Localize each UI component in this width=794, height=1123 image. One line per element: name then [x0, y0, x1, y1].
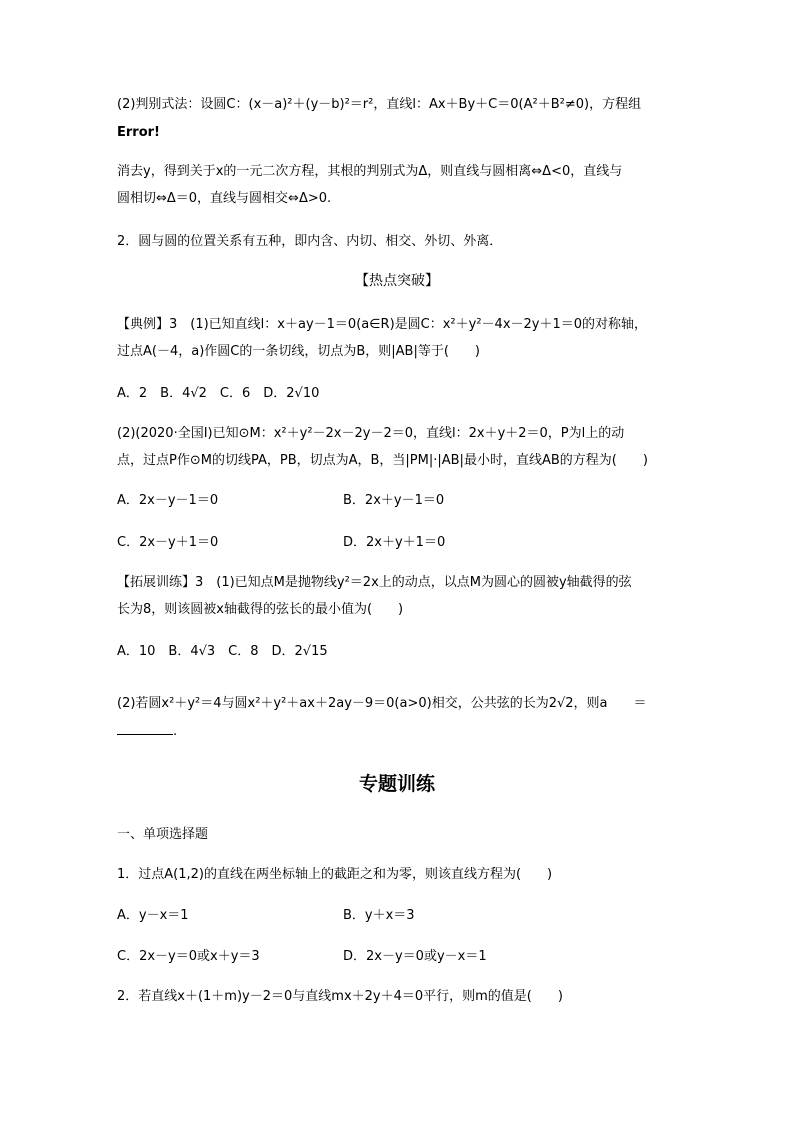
example-3-option-a: A．2x－y－1＝0 — [117, 493, 219, 508]
example-3-part2-line1: (2)(2020·全国Ⅰ)已知⊙M：x²＋y²－2x－2y－2＝0，直线l：2x＋y＋2＝0，P为l上的动 — [117, 426, 625, 441]
text-line-eliminate-y: 消去y，得到关于x的一元二次方程，其根的判别式为Δ，则直线与圆相离⇔Δ<0，直线与 — [117, 164, 623, 179]
text-line-tangent-condition: 圆相切⇔Δ＝0，直线与圆相交⇔Δ>0. — [117, 191, 332, 206]
example-3-part1-line1: 【典例】3 (1)已知直线l：x＋ay－1＝0(a∈R)是圆C：x²＋y²－4x－2y＋1＝0的对称轴， — [117, 317, 648, 332]
special-training-title: 专题训练 — [358, 773, 435, 795]
question-1-option-a: A．y－x＝1 — [117, 908, 189, 923]
text-line-circle-relations: 2．圆与圆的位置关系有五种，即内含、内切、相交、外切、外离． — [117, 234, 503, 249]
training-3-part1-options: A．10 B．4√3 C．8 D．2√15 — [117, 644, 328, 659]
example-3-option-b: B．2x＋y－1＝0 — [343, 493, 445, 508]
training-3-part2-line1: (2)若圆x²＋y²＝4与圆x²＋y²＋ax＋2ay－9＝0(a>0)相交，公共弦的长为2√2，则a ＝ — [117, 696, 647, 711]
question-1-option-c: C．2x－y＝0或x＋y＝3 — [117, 949, 260, 964]
text-line-discriminant-method: (2)判别式法：设圆C：(x－a)²＋(y－b)²＝r²，直线l：Ax＋By＋C＝0(A²＋B²≠0)，方程组 — [117, 97, 642, 112]
question-1: 1．过点A(1,2)的直线在两坐标轴上的截距之和为零，则该直线方程为( ) — [117, 867, 553, 882]
example-3-part2-line2: 点，过点P作⊙M的切线PA，PB，切点为A，B，当|PM|·|AB|最小时，直线AB的方程为( ) — [117, 453, 648, 468]
example-3-option-c: C．2x－y＋1＝0 — [117, 535, 219, 550]
example-3-option-d: D．2x＋y＋1＝0 — [343, 535, 446, 550]
question-2: 2．若直线x＋(1＋m)y－2＝0与直线mx＋2y＋4＝0平行，则m的值是( ) — [117, 989, 563, 1004]
example-3-part1-line2: 过点A(－4，a)作圆C的一条切线，切点为B，则|AB|等于( ) — [117, 344, 480, 359]
training-3-part1-line2: 长为8，则该圆被x轴截得的弦长的最小值为( ) — [117, 602, 404, 617]
section-single-choice: 一、单项选择题 — [117, 827, 209, 842]
question-1-option-b: B．y＋x＝3 — [343, 908, 415, 923]
training-3-part1-line1: 【拓展训练】3 (1)已知点M是抛物线y²＝2x上的动点，以点M为圆心的圆被y轴截得的弦 — [117, 575, 632, 590]
answer-period: . — [173, 724, 178, 739]
section-heading-hotspot: 【热点突破】 — [355, 273, 439, 289]
error-text: Error! — [117, 125, 160, 140]
training-3-part2-line2 — [117, 722, 177, 741]
question-1-option-d: D．2x－y＝0或y－x＝1 — [343, 949, 487, 964]
example-3-part1-options: A．2 B．4√2 C．6 D．2√10 — [117, 386, 320, 401]
answer-blank — [117, 722, 173, 735]
